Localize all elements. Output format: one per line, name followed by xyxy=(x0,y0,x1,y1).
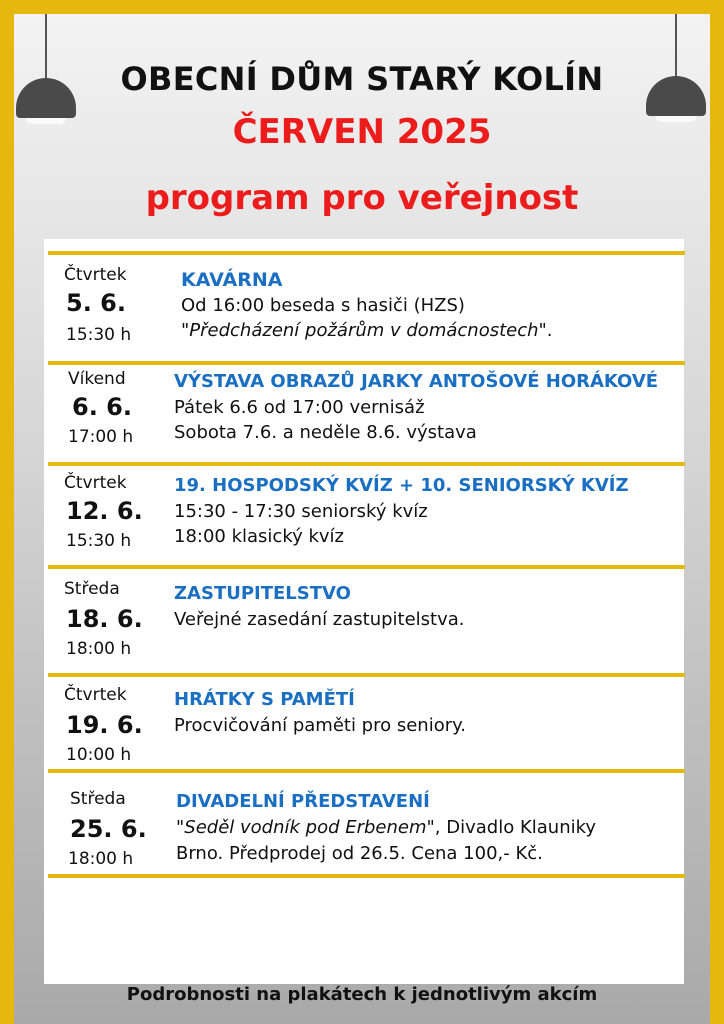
event-time: 15:30 h xyxy=(66,531,132,551)
event-detail: "Seděl vodník pod Erbenem", Divadlo Klauniky xyxy=(176,817,597,838)
event-time: 17:00 h xyxy=(68,427,134,447)
event-detail: Pátek 6.6 od 17:00 vernisáž xyxy=(174,397,425,418)
footer-note: Podrobnosti na plakátech k jednotlivým akcím xyxy=(126,984,598,1005)
event-time: 18:00 h xyxy=(68,849,134,869)
event-day: Čtvrtek xyxy=(64,473,127,493)
divider xyxy=(48,462,685,466)
venue-title: OBECNÍ DŮM STARÝ KOLÍN xyxy=(120,60,604,98)
event-time: 10:00 h xyxy=(66,745,132,765)
event-date: 18. 6. xyxy=(66,605,143,633)
event-date: 12. 6. xyxy=(66,497,143,525)
event-date: 25. 6. xyxy=(70,815,147,843)
event-detail: 18:00 klasický kvíz xyxy=(174,526,345,547)
program-card xyxy=(44,239,684,984)
divider xyxy=(48,251,685,255)
divider xyxy=(48,874,685,878)
event-detail: Procvičování paměti pro seniory. xyxy=(174,715,466,736)
event-day: Čtvrtek xyxy=(64,685,127,705)
program-subtitle: program pro veřejnost xyxy=(145,178,579,218)
divider xyxy=(48,565,685,569)
event-title: HRÁTKY S PAMĚTÍ xyxy=(174,689,355,710)
event-date: 5. 6. xyxy=(66,289,126,317)
divider xyxy=(48,673,685,677)
divider xyxy=(48,361,685,365)
divider xyxy=(48,769,685,773)
event-day: Středa xyxy=(64,579,120,599)
event-detail: Brno. Předprodej od 26.5. Cena 100,- Kč. xyxy=(176,843,543,864)
event-title: DIVADELNÍ PŘEDSTAVENÍ xyxy=(176,791,430,812)
poster-background xyxy=(14,14,710,1024)
event-day: Středa xyxy=(70,789,126,809)
event-title: ZASTUPITELSTVO xyxy=(174,583,351,604)
event-date: 6. 6. xyxy=(72,393,132,421)
event-title: KAVÁRNA xyxy=(181,269,283,291)
event-title: VÝSTAVA OBRAZŮ JARKY ANTOŠOVÉ HORÁKOVÉ xyxy=(174,371,659,392)
event-detail: 15:30 - 17:30 seniorský kvíz xyxy=(174,501,428,522)
event-title: 19. HOSPODSKÝ KVÍZ + 10. SENIORSKÝ KVÍZ xyxy=(174,475,629,496)
event-detail: "Předcházení požárům v domácnostech". xyxy=(181,320,553,341)
month-title: ČERVEN 2025 xyxy=(232,112,492,152)
event-detail: Od 16:00 beseda s hasiči (HZS) xyxy=(181,295,465,316)
event-date: 19. 6. xyxy=(66,711,143,739)
event-detail: Sobota 7.6. a neděle 8.6. výstava xyxy=(174,422,477,443)
event-day: Čtvrtek xyxy=(64,265,127,285)
event-time: 18:00 h xyxy=(66,639,132,659)
event-day: Víkend xyxy=(68,369,126,389)
event-detail: Veřejné zasedání zastupitelstva. xyxy=(174,609,465,630)
event-time: 15:30 h xyxy=(66,325,132,345)
